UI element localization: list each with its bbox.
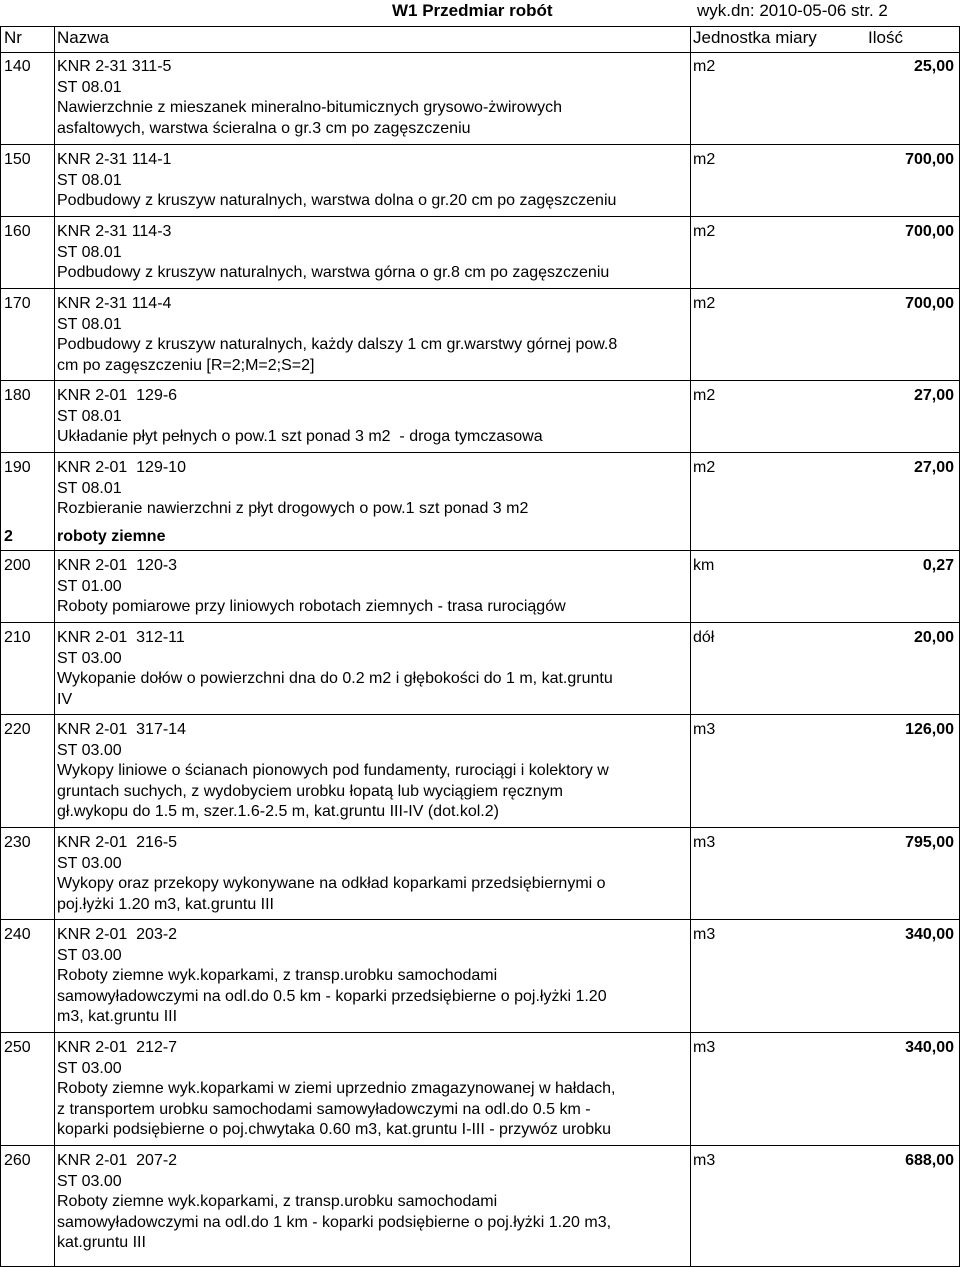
item-text-line: asfaltowych, warstwa ścieralna o gr.3 cm po zagęszczeniu: [57, 119, 471, 137]
item-code: KNR 2-01 216-5: [57, 834, 178, 851]
item-description: [57, 57, 689, 139]
table-row: [0, 622, 960, 714]
item-code: KNR 2-31 114-1: [57, 151, 172, 168]
item-quantity: 688,00: [905, 1152, 954, 1169]
column-header-unit: Jednostka miary: [693, 28, 817, 47]
item-text-line: Wykopanie dołów o powierzchni dna do 0.2 m2 i głębokości do 1 m, kat.gruntu: [57, 670, 613, 687]
item-spec: ST 08.01: [57, 243, 122, 261]
item-code: KNR 2-01 129-6: [57, 387, 178, 404]
item-number: 220: [4, 721, 31, 738]
item-description: [57, 150, 689, 212]
item-unit: m2: [693, 58, 716, 75]
item-number: 150: [4, 151, 31, 168]
item-code: KNR 2-01 129-10: [57, 459, 186, 476]
item-spec: ST 03.00: [57, 854, 122, 872]
item-description: [57, 1151, 689, 1254]
item-text-line: Podbudowy z kruszyw naturalnych, warstwa górna o gr.8 cm po zagęszczeniu: [57, 264, 610, 281]
item-description: [57, 720, 689, 823]
table-row: [0, 52, 960, 144]
column-headers: [0, 26, 960, 52]
table-row: [0, 827, 960, 919]
item-number: 170: [4, 295, 31, 312]
item-code: KNR 2-01 317-14: [57, 721, 186, 738]
item-unit: m2: [693, 223, 716, 240]
item-spec: ST 03.00: [57, 1172, 122, 1190]
table-row: [0, 714, 960, 827]
item-code: KNR 2-01 120-3: [57, 557, 178, 574]
item-text-line: Nawierzchnie z mieszanek mineralno-bitumicznych grysowo-żwirowych: [57, 99, 563, 116]
item-quantity: 340,00: [905, 926, 954, 943]
table-row: [0, 144, 960, 216]
item-unit: m2: [693, 151, 716, 168]
item-quantity: 126,00: [905, 721, 954, 738]
item-number: 240: [4, 926, 31, 943]
item-text-line: Roboty ziemne wyk.koparkami, z transp.urobku samochodami: [57, 967, 498, 984]
table-row: [0, 1032, 960, 1145]
item-description: [57, 222, 689, 284]
document-meta: wyk.dn: 2010-05-06 str. 2: [697, 1, 888, 20]
item-unit: m2: [693, 459, 716, 476]
item-text-line: Wykopy liniowe o ścianach pionowych pod fundamenty, rurociągi i kolektory w: [57, 762, 609, 779]
item-text-line: Układanie płyt pełnych o pow.1 szt ponad 3 m2 - droga tymczasowa: [57, 428, 543, 445]
item-code: KNR 2-01 212-7: [57, 1039, 178, 1056]
item-spec: ST 08.01: [57, 479, 122, 497]
item-text-line: samowyładowczymi na odl.do 0.5 km - koparki przedsiębierne o poj.łyżki 1.20: [57, 987, 607, 1005]
item-text-line: poj.łyżki 1.20 m3, kat.gruntu III: [57, 895, 274, 913]
column-header-name: Nazwa: [57, 28, 109, 47]
item-text-line: Podbudowy z kruszyw naturalnych, warstwa dolna o gr.20 cm po zagęszczeniu: [57, 192, 617, 209]
item-spec: ST 08.01: [57, 171, 122, 189]
item-quantity: 700,00: [905, 151, 954, 168]
item-number: 210: [4, 629, 31, 646]
item-code: KNR 2-01 203-2: [57, 926, 178, 943]
section-label: roboty ziemne: [57, 528, 166, 545]
table-row: [0, 216, 960, 288]
item-unit: m3: [693, 721, 716, 738]
item-spec: ST 01.00: [57, 577, 122, 595]
item-number: 140: [4, 58, 31, 75]
item-description: [57, 1038, 689, 1141]
item-text-line: m3, kat.gruntu III: [57, 1008, 178, 1025]
column-header-nr: Nr: [4, 28, 22, 47]
item-description: [57, 556, 689, 618]
table-row: [0, 919, 960, 1032]
item-number: 230: [4, 834, 31, 851]
item-code: KNR 2-01 312-11: [57, 629, 185, 646]
table-row: [0, 380, 960, 452]
item-spec: ST 08.01: [57, 315, 122, 333]
item-list: [0, 52, 960, 1258]
item-description: [57, 386, 689, 448]
item-description: [57, 458, 689, 520]
document-title: W1 Przedmiar robót: [392, 1, 553, 20]
item-code: KNR 2-31 114-4: [57, 295, 172, 312]
item-unit: m3: [693, 926, 716, 943]
item-text-line: Roboty ziemne wyk.koparkami w ziemi uprzednio zmagazynowanej w hałdach,: [57, 1080, 616, 1097]
column-header-qty: Ilość: [868, 28, 903, 47]
item-text-line: samowyładowczymi na odl.do 1 km - koparki podsiębierne o poj.łyżki 1.20 m3,: [57, 1213, 612, 1231]
item-text-line: Roboty ziemne wyk.koparkami, z transp.urobku samochodami: [57, 1193, 498, 1210]
item-spec: ST 03.00: [57, 1059, 122, 1077]
item-number: 180: [4, 387, 31, 404]
item-text-line: cm po zagęszczeniu [R=2;M=2;S=2]: [57, 356, 315, 374]
item-description: [57, 294, 689, 376]
table-row: [0, 288, 960, 380]
item-text-line: z transportem urobku samochodami samowyładowczymi na odl.do 0.5 km -: [57, 1100, 591, 1118]
table-row: [0, 1145, 960, 1258]
item-quantity: 27,00: [913, 459, 954, 476]
item-number: 160: [4, 223, 31, 240]
item-spec: ST 03.00: [57, 946, 122, 964]
item-quantity: 700,00: [905, 223, 954, 240]
table-row: [0, 550, 960, 622]
item-unit: km: [693, 557, 715, 574]
item-text-line: Wykopy oraz przekopy wykonywane na odkład koparkami przedsiębiernymi o: [57, 875, 606, 892]
item-text-line: IV: [57, 690, 73, 708]
item-code: KNR 2-31 114-3: [57, 223, 172, 240]
item-number: 190: [4, 459, 31, 476]
page-header: [0, 0, 960, 24]
item-unit: m2: [693, 387, 716, 404]
item-unit: m3: [693, 834, 716, 851]
item-quantity: 25,00: [913, 58, 954, 75]
item-spec: ST 08.01: [57, 78, 122, 96]
item-quantity: 27,00: [913, 387, 954, 404]
section-number: 2: [4, 528, 13, 545]
item-text-line: koparki podsiębierne o poj.chwytaka 0.60 m3, kat.gruntu I-III - przywóz urobku: [57, 1121, 612, 1138]
table-row: [0, 452, 960, 524]
item-number: 260: [4, 1152, 31, 1169]
item-description: [57, 833, 689, 915]
item-description: [57, 925, 689, 1028]
item-unit: m3: [693, 1039, 716, 1056]
item-quantity: 0,27: [922, 557, 954, 574]
item-spec: ST 03.00: [57, 649, 122, 667]
item-quantity: 20,00: [913, 629, 954, 646]
item-quantity: 795,00: [905, 834, 954, 851]
item-spec: ST 08.01: [57, 407, 122, 425]
item-quantity: 340,00: [905, 1039, 954, 1056]
item-description: [57, 628, 689, 710]
item-spec: ST 03.00: [57, 741, 122, 759]
item-text-line: gł.wykopu do 1.5 m, szer.1.6-2.5 m, kat.gruntu III-IV (dot.kol.2): [57, 803, 499, 820]
item-code: KNR 2-31 311-5: [57, 58, 172, 75]
item-text-line: Roboty pomiarowe przy liniowych robotach ziemnych - trasa rurociągów: [57, 598, 566, 615]
header-top-border: [0, 26, 960, 27]
item-quantity: 700,00: [905, 295, 954, 312]
item-code: KNR 2-01 207-2: [57, 1152, 178, 1169]
item-text-line: gruntach suchych, z wydobyciem urobku łopatą lub wyciągiem ręcznym: [57, 782, 564, 800]
item-number: 250: [4, 1039, 31, 1056]
item-unit: dół: [693, 629, 715, 646]
item-number: 200: [4, 557, 31, 574]
section-heading: [0, 524, 960, 550]
item-text-line: kat.gruntu III: [57, 1234, 146, 1251]
item-unit: m3: [693, 1152, 716, 1169]
item-text-line: Rozbieranie nawierzchni z płyt drogowych o pow.1 szt ponad 3 m2: [57, 500, 529, 517]
item-unit: m2: [693, 295, 716, 312]
item-text-line: Podbudowy z kruszyw naturalnych, każdy dalszy 1 cm gr.warstwy górnej pow.8: [57, 336, 618, 353]
